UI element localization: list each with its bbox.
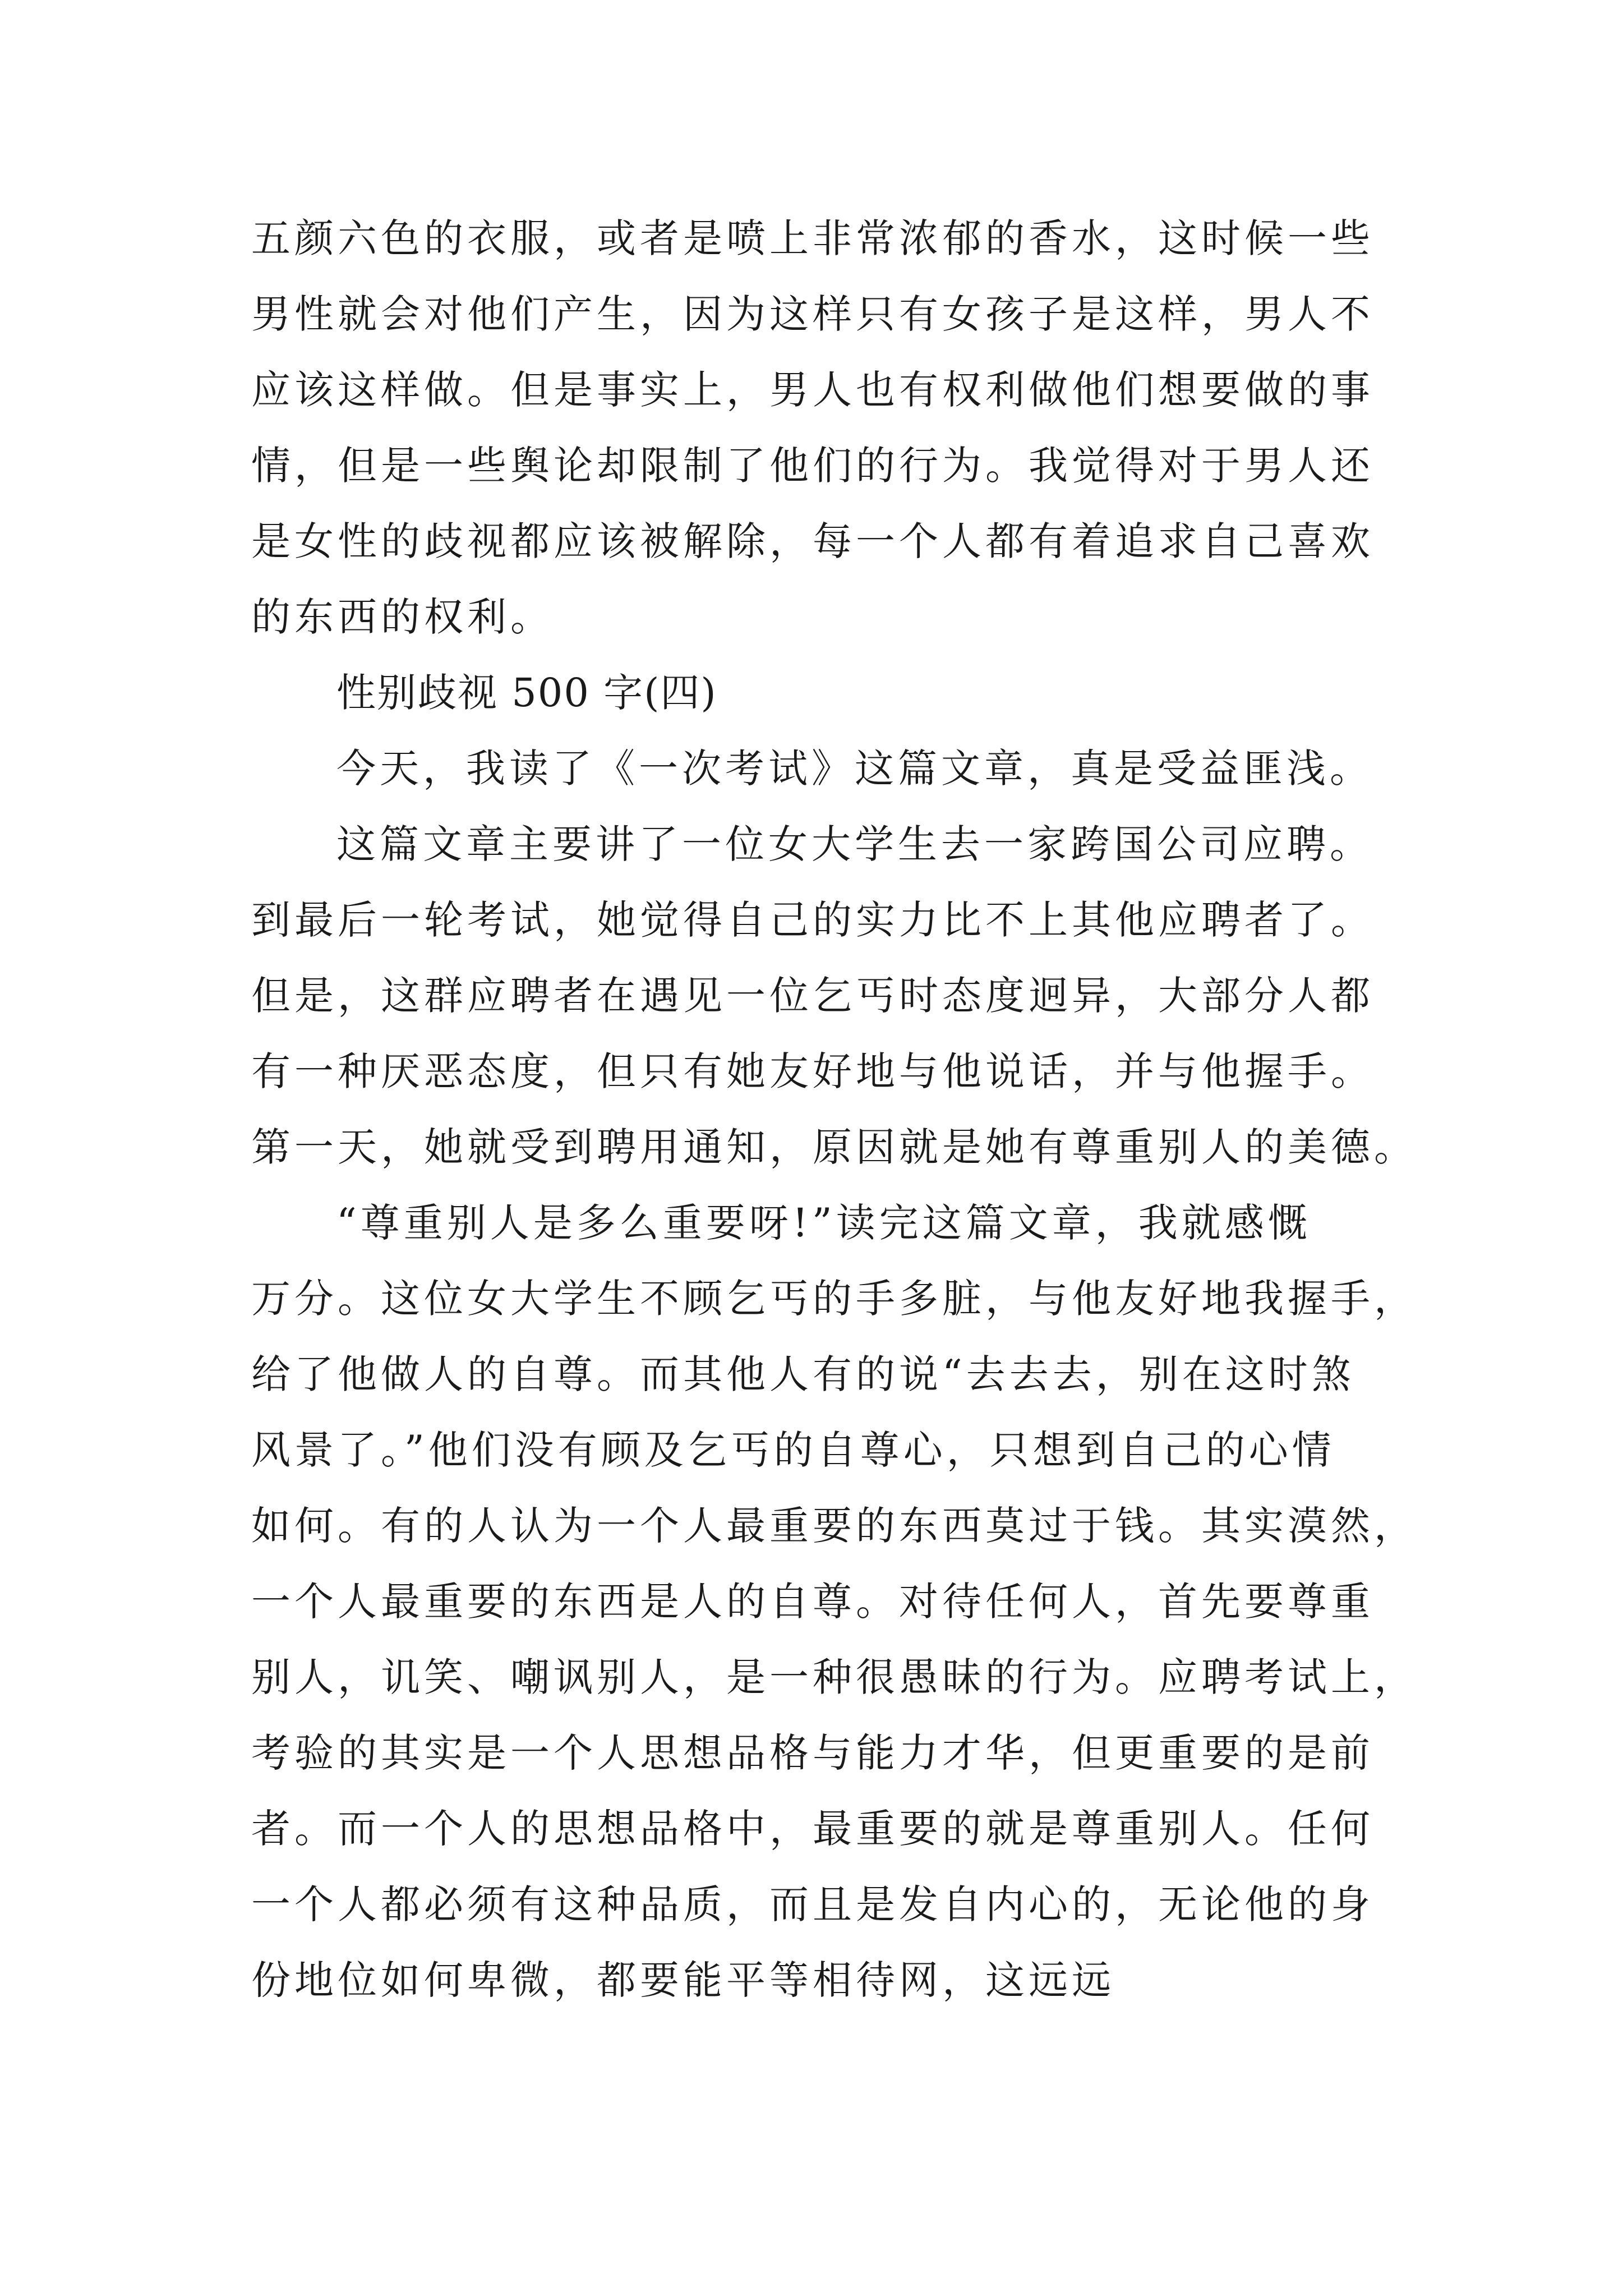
text-line: 一个人最重要的东西是人的自尊。对待任何人，首先要尊重 — [251, 1579, 1374, 1625]
text-line: 男性就会对他们产生，因为这样只有女孩子是这样，男人不 — [251, 291, 1374, 337]
text-line: 别人，讥笑、嘲讽别人，是一种很愚昧的行为。应聘考试上， — [251, 1654, 1417, 1700]
text-line: 风景了。”他们没有顾及乞丐的自尊心，只想到自己的心情 — [251, 1427, 1335, 1473]
text-line: 第一天，她就受到聘用通知，原因就是她有尊重别人的美德。 — [251, 1124, 1417, 1170]
text-line: 但是，这群应聘者在遇见一位乞丐时态度迥异，大部分人都 — [251, 973, 1374, 1019]
text-line: 一个人都必须有这种品质，而且是发自内心的，无论他的身 — [251, 1881, 1374, 1927]
text-line: 给了他做人的自尊。而其他人有的说“去去去，别在这时煞 — [251, 1351, 1355, 1397]
text-line: 五颜六色的衣服，或者是喷上非常浓郁的香水，这时候一些 — [251, 215, 1374, 261]
text-line: 这篇文章主要讲了一位女大学生去一家跨国公司应聘。 — [336, 821, 1373, 867]
text-line: 情，但是一些舆论却限制了他们的行为。我觉得对于男人还 — [251, 443, 1374, 489]
text-line: 是女性的歧视都应该被解除，每一个人都有着追求自己喜欢 — [251, 518, 1374, 564]
text-line: 万分。这位女大学生不顾乞丐的手多脏，与他友好地我握手， — [251, 1276, 1417, 1322]
text-line: 考验的其实是一个人思想品格与能力才华，但更重要的是前 — [251, 1730, 1374, 1776]
text-line: 应该这样做。但是事实上，男人也有权利做他们想要做的事 — [251, 367, 1374, 413]
text-line: 者。而一个人的思想品格中，最重要的就是尊重别人。任何 — [251, 1806, 1374, 1852]
text-line: 到最后一轮考试，她觉得自己的实力比不上其他应聘者了。 — [251, 897, 1374, 943]
text-line: 的东西的权利。 — [251, 594, 554, 640]
text-line: 有一种厌恶态度，但只有她友好地与他说话，并与他握手。 — [251, 1048, 1374, 1094]
text-line: 今天，我读了《一次考试》这篇文章，真是受益匪浅。 — [336, 746, 1373, 792]
text-line: 如何。有的人认为一个人最重要的东西莫过于钱。其实漠然， — [251, 1503, 1417, 1549]
text-line: “尊重别人是多么重要呀!”读完这篇文章，我就感慨 — [336, 1200, 1311, 1246]
text-line: 份地位如何卑微，都要能平等相待网，这远远 — [251, 1957, 1115, 2003]
section-heading: 性别歧视 500 字(四) — [336, 670, 717, 716]
